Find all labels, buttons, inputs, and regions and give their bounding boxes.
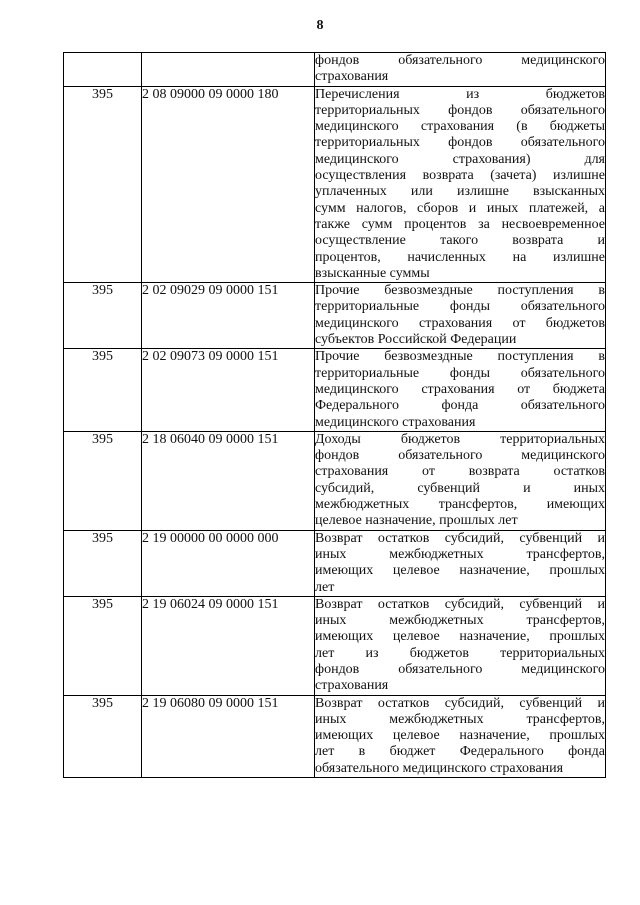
admin-code-cell: 395 [64, 596, 142, 695]
budget-classification-code-cell: 2 19 06024 09 0000 151 [142, 596, 315, 695]
description-line: обязательного медицинского страхования [315, 760, 564, 776]
description-line: лет из бюджетов территориальных [315, 645, 605, 661]
description-line: лет в бюджет Федерального фонда [315, 744, 605, 760]
budget-classification-code-cell: 2 18 06040 09 0000 151 [142, 431, 315, 530]
table-row [64, 530, 606, 596]
admin-code-cell: 395 [64, 283, 142, 349]
description-line: Доходы бюджетов территориальных [315, 431, 605, 447]
description-line: Возврат остатков субсидий, субвенций и [315, 695, 605, 711]
description-line: Федерального фонда обязательного [315, 398, 605, 414]
admin-code-cell: 395 [64, 349, 142, 431]
budget-classification-code-cell: 2 19 06080 09 0000 151 [142, 695, 315, 777]
description-line: территориальных фондов обязательного [315, 135, 605, 151]
description-line: имеющих целевое назначение, прошлых [315, 629, 605, 645]
table-row [64, 431, 606, 530]
description-line: медицинского страхования от бюджета [315, 381, 605, 397]
table-row [64, 596, 606, 695]
description-line: фондов обязательного медицинского [315, 448, 605, 464]
description-line: взысканные суммы [315, 265, 430, 281]
page-number: 8 [316, 18, 324, 33]
description-cell [315, 86, 606, 283]
description-line: Возврат остатков субсидий, субвенций и [315, 530, 605, 546]
description-line: целевое назначение, прошлых лет [315, 513, 518, 529]
budget-classification-code-cell: 2 02 09073 09 0000 151 [142, 349, 315, 431]
budget-codes-table [63, 52, 606, 778]
table-row [64, 53, 606, 87]
description-cell [315, 53, 606, 87]
admin-code-cell: 395 [64, 86, 142, 283]
description-line: имеющих целевое назначение, прошлых [315, 563, 605, 579]
description-line: осуществления возврата (зачета) излишне [315, 168, 605, 184]
budget-classification-code-cell: 2 08 09000 09 0000 180 [142, 86, 315, 283]
description-cell [315, 695, 606, 777]
description-line: также сумм процентов за несвоевременное [315, 216, 605, 232]
budget-classification-code-cell: 2 02 09029 09 0000 151 [142, 283, 315, 349]
description-line: иных межбюджетных трансфертов, [315, 546, 605, 562]
description-line: страхования [315, 69, 389, 85]
description-cell [315, 530, 606, 596]
description-line: Возврат остатков субсидий, субвенций и [315, 596, 605, 612]
description-line: имеющих целевое назначение, прошлых [315, 728, 605, 744]
description-line: межбюджетных трансфертов, имеющих [315, 497, 605, 513]
table-body [64, 53, 606, 778]
admin-code-cell: 395 [64, 695, 142, 777]
description-line: лет [315, 579, 335, 595]
description-cell [315, 431, 606, 530]
description-line: медицинского страхования) для [315, 151, 605, 167]
description-line: фондов обязательного медицинского [315, 53, 605, 68]
description-line: медицинского страхования от бюджетов [315, 315, 605, 331]
description-line: медицинского страхования [315, 414, 476, 430]
budget-classification-code-cell: 2 19 00000 00 0000 000 [142, 530, 315, 596]
admin-code-cell [64, 53, 142, 87]
table-row [64, 349, 606, 431]
description-cell [315, 596, 606, 695]
description-line: иных межбюджетных трансфертов, [315, 613, 605, 629]
description-cell [315, 283, 606, 349]
table-row [64, 283, 606, 349]
description-line: страхования [315, 678, 389, 694]
description-line: сумм налогов, сборов и иных платежей, а [315, 200, 605, 216]
description-line: Прочие безвозмездные поступления в [315, 283, 605, 299]
description-line: Прочие безвозмездные поступления в [315, 349, 605, 365]
admin-code-cell: 395 [64, 530, 142, 596]
description-line: фондов обязательного медицинского [315, 661, 605, 677]
description-line: процентов, начисленных на излишне [315, 249, 605, 265]
table-row [64, 695, 606, 777]
description-line: иных межбюджетных трансфертов, [315, 711, 605, 727]
admin-code-cell: 395 [64, 431, 142, 530]
description-line: территориальных фондов обязательного [315, 102, 605, 118]
description-line: субъектов Российской Федерации [315, 332, 517, 348]
description-line: субсидий, субвенций и иных [315, 480, 605, 496]
description-cell [315, 349, 606, 431]
table-row [64, 86, 606, 283]
description-line: территориальные фонды обязательного [315, 299, 605, 315]
budget-classification-code-cell [142, 53, 315, 87]
description-line: Перечисления из бюджетов [315, 86, 605, 102]
description-line: осуществление такого возврата и [315, 233, 605, 249]
description-line: медицинского страхования (в бюджеты [315, 119, 605, 135]
description-line: территориальные фонды обязательного [315, 365, 605, 381]
description-line: страхования от возврата остатков [315, 464, 605, 480]
description-line: уплаченных или излишне взысканных [315, 184, 605, 200]
